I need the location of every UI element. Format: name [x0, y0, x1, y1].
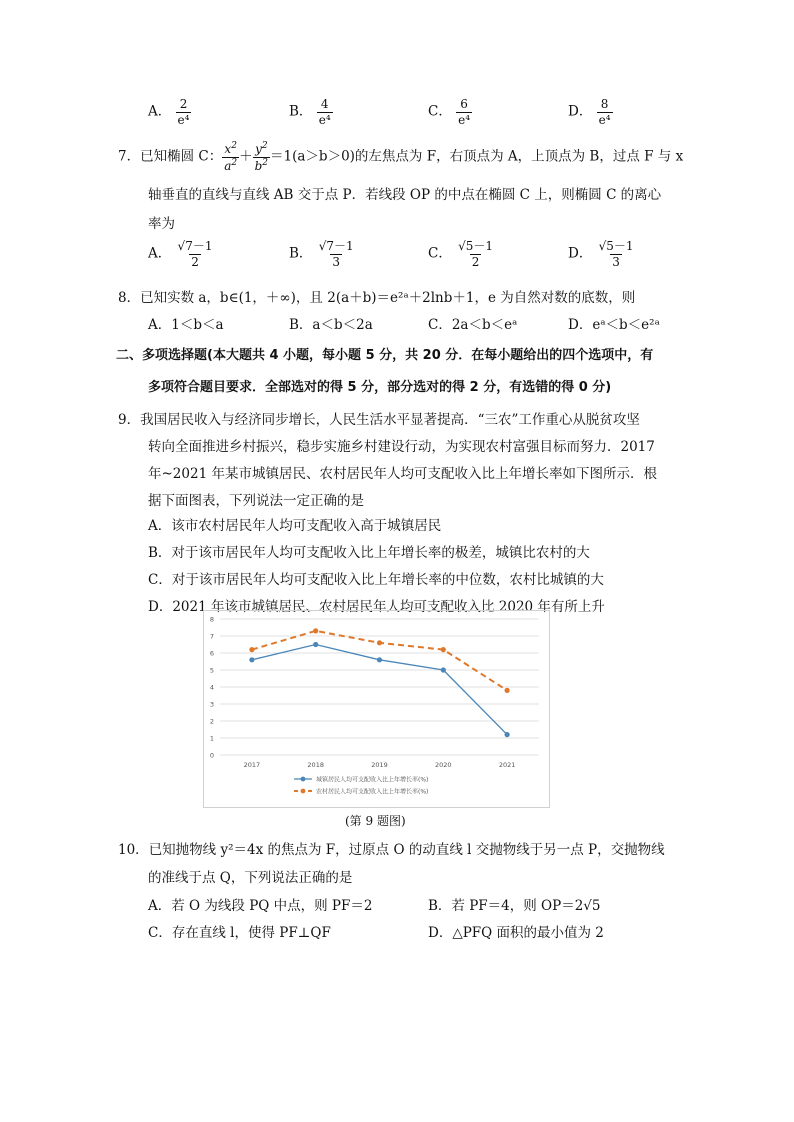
q8-option-b: B．a＜b＜2a: [289, 317, 373, 333]
series-1-point: [313, 642, 318, 647]
y-tick-label: 7: [209, 632, 214, 641]
q10-stem-line1: [118, 838, 665, 858]
q6-option-a-fraction: $\frac{2}{\text{e⁴}}$: [177, 97, 190, 127]
growth-rate-line-chart: [203, 610, 550, 808]
x-tick-label: 2021: [498, 761, 516, 769]
y-tick-label: 4: [209, 683, 214, 692]
section2-heading-line1: 二、多项选择题(本大题共 4 小题，每小题 5 分，共 20 分．在每小题给出的四个选项中，有: [116, 348, 654, 363]
q6-option-a: [148, 98, 191, 126]
q10-number: 10．: [118, 842, 149, 858]
q9-stem-line2: 转向全面推进乡村振兴，稳步实施乡村建设行动，为实现农村富强目标而努力．2017: [148, 439, 655, 455]
x-tick-label: 2019: [371, 761, 388, 769]
q9-option-c: C．对于该市居民年人均可支配收入比上年增长率的中位数，农村比城镇的大: [148, 572, 604, 588]
legend-swatch-marker: [301, 789, 306, 794]
x-tick-label: 2018: [307, 761, 324, 769]
q7-option-d-label: D．: [568, 245, 593, 262]
q10-stem-line2: 的准线于点 Q，下列说法正确的是: [148, 870, 353, 886]
q8-option-d: D．eᵃ＜b＜e²ᵃ: [568, 317, 660, 333]
legend-label: 城镇居民人均可支配收入比上年增长率(%): [316, 776, 429, 784]
q6-option-c-label: C．: [428, 103, 452, 120]
y-tick-label: 6: [209, 649, 214, 658]
q7-line1: 7．已知椭圆 C： $\frac{x^2}{a^2}$ ＋ $\frac{y^2}{b^2}$ ＝1(a＞b＞0)的左焦点为 F，右顶点为 A，上顶点为 B，过点 F 与 x: [118, 141, 684, 173]
figure-caption: (第 9 题图): [345, 814, 406, 828]
series-1-point: [505, 732, 510, 737]
x-tick-label: 2017: [243, 761, 261, 769]
q6-option-c: [428, 98, 472, 126]
q6-option-d: [568, 98, 613, 126]
q6-option-d-fraction: $\frac{8}{\text{e⁴}}$: [598, 97, 611, 127]
q7-option-d-fraction: $\frac{√5-1}{3}$: [598, 239, 634, 269]
q10-option-b: B．若 PF＝4，则 OP＝2√5: [428, 898, 601, 914]
q10-option-a: A．若 O 为线段 PQ 中点，则 PF＝2: [148, 898, 373, 914]
q7-option-b: [289, 240, 356, 268]
q8-text: 已知实数 a，b∈(1，＋∞)，且 2(a＋b)＝e²ᵃ＋2lnb＋1，e 为自然对数的底数，则: [140, 290, 636, 306]
legend-swatch-marker: [301, 777, 306, 782]
series-2-point: [441, 647, 446, 652]
q7-option-c-fraction: $\frac{√5-1}{2}$: [458, 239, 494, 269]
section2-heading-line2: 多项符合题目要求．全部选对的得 5 分，部分选对的得 2 分，有选错的得 0 分): [148, 380, 612, 395]
q7-option-c-label: C．: [428, 245, 452, 262]
q10-option-d: D．△PFQ 面积的最小值为 2: [428, 925, 604, 941]
q7-line2: 轴垂直的直线与直线 AB 交于点 P．若线段 OP 的中点在椭圆 C 上，则椭圆 C 的离心: [148, 187, 662, 203]
q7-option-d: [568, 240, 636, 268]
q7-suffix: ＝1(a＞b＞0)的左焦点为 F，右顶点为 A，上顶点为 B，过点 F 与 x: [270, 148, 684, 165]
q10-line1-text: 已知抛物线 y²＝4x 的焦点为 F，过原点 O 的动直线 l 交抛物线于另一点 P，交抛物线: [148, 842, 665, 858]
y-tick-label: 1: [209, 734, 214, 743]
y-tick-label: 3: [209, 700, 214, 709]
q9-line1-text: 我国居民收入与经济同步增长，人民生活水平显著提高．“三农”工作重心从脱贫攻坚: [140, 412, 640, 428]
q7-option-a-fraction: $\frac{√7-1}{2}$: [177, 239, 213, 269]
series-2-point: [249, 647, 254, 652]
y-tick-label: 0: [209, 751, 214, 760]
q6-option-d-label: D．: [568, 103, 593, 120]
chart-svg: [204, 611, 549, 807]
series-1-point: [377, 657, 382, 662]
legend-label: 农村居民人均可支配收入比上年增长率(%): [316, 788, 429, 796]
q7-option-b-fraction: $\frac{√7-1}{3}$: [318, 239, 354, 269]
q7-option-c: [428, 240, 495, 268]
q9-stem-line1: [118, 408, 640, 428]
q9-option-a: A．该市农村居民年人均可支配收入高于城镇居民: [148, 518, 442, 534]
ellipse-term-x: $\frac{x^2}{a^2}$: [224, 141, 238, 173]
q7-option-a: [148, 240, 214, 268]
q6-option-a-label: A．: [148, 103, 172, 120]
q9-option-b: B．对于该市居民年人均可支配收入比上年增长率的极差，城镇比农村的大: [148, 545, 590, 561]
y-tick-label: 5: [209, 666, 214, 675]
q8-option-a: A．1＜b＜a: [148, 317, 224, 333]
q7-line3: 率为: [148, 216, 175, 232]
series-2-point: [377, 640, 382, 645]
y-tick-label: 2: [209, 717, 214, 726]
q6-option-b-label: B．: [289, 103, 313, 120]
q7-number: 7．: [118, 148, 141, 165]
q6-option-b-fraction: $\frac{4}{\text{e⁴}}$: [318, 97, 331, 127]
q7-option-a-label: A．: [148, 245, 172, 262]
series-1-point: [249, 657, 254, 662]
q8-option-c: C．2a＜b＜eᵃ: [428, 317, 518, 333]
x-tick-label: 2020: [435, 761, 452, 769]
q8-stem: [118, 286, 635, 306]
y-tick-label: 8: [209, 615, 214, 624]
q8-number: 8．: [118, 290, 141, 306]
q10-option-c: C．存在直线 l，使得 PF⊥QF: [148, 925, 331, 941]
series-2-point: [505, 688, 510, 693]
q9-stem-line4: 据下面图表，下列说法一定正确的是: [148, 493, 364, 509]
q6-option-c-fraction: $\frac{6}{\text{e⁴}}$: [458, 97, 471, 127]
q9-number: 9．: [118, 412, 141, 428]
q9-option-d: D．2021 年该市城镇居民、农村居民年人均可支配收入比 2020 年有所上升: [148, 599, 605, 615]
q7-option-b-label: B．: [289, 245, 313, 262]
q7-prefix: 已知椭圆 C：: [140, 148, 223, 165]
q9-stem-line3: 年~2021 年某市城镇居民、农村居民年人均可支配收入比上年增长率如下图所示．根: [148, 466, 657, 482]
series-2-point: [313, 628, 318, 633]
ellipse-term-y: $\frac{y^2}{b^2}$: [254, 141, 269, 173]
q6-option-b: [289, 98, 333, 126]
series-1-point: [441, 667, 446, 672]
